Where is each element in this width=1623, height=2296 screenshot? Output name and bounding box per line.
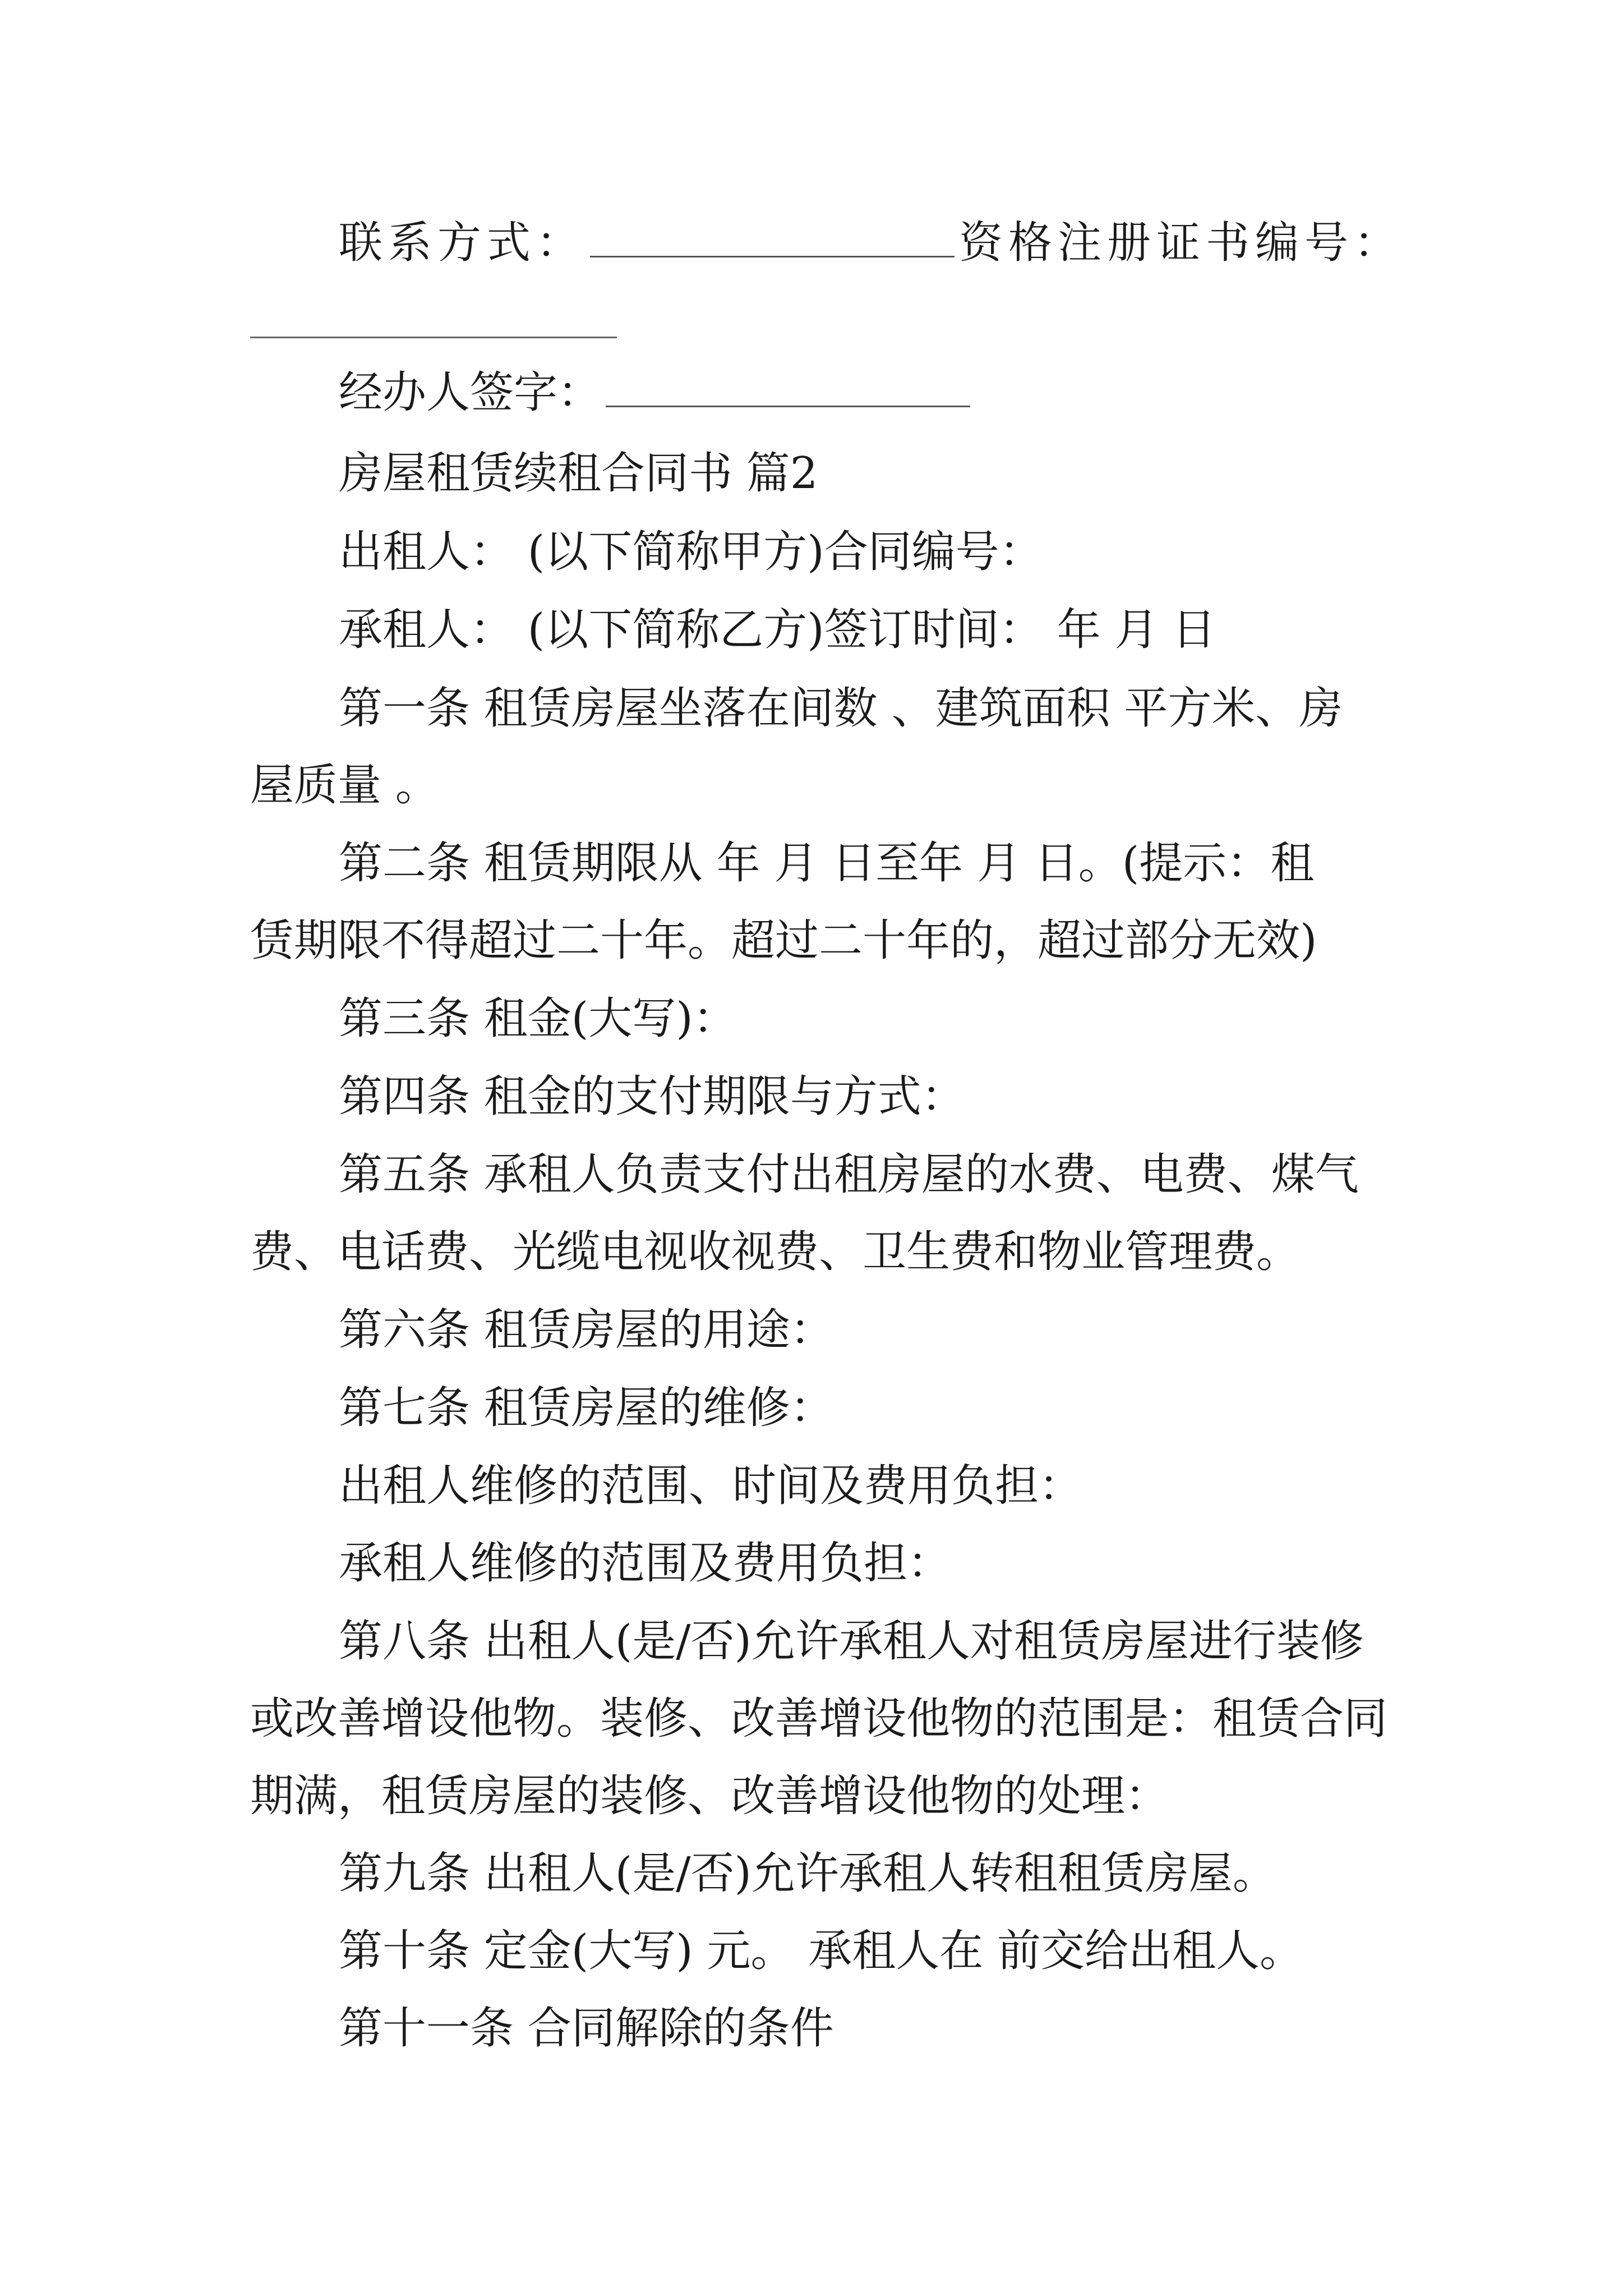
clause-9: 第九条 出租人(是/否)允许承租人转租租赁房屋。 xyxy=(339,1848,1276,1899)
clause-2-line-2: 赁期限不得超过二十年。超过二十年的，超过部分无效) xyxy=(250,915,1317,966)
clause-8-line-1: 第八条 出租人(是/否)允许承租人对租赁房屋进行装修 xyxy=(339,1616,1364,1667)
clause-7-lessor-repairs: 出租人维修的范围、时间及费用负担： xyxy=(339,1461,1083,1511)
lessee-line: 承租人： (以下简称乙方)签订时间： 年 月 日 xyxy=(339,605,1216,655)
agent-sign-line xyxy=(339,365,975,421)
agent-sign-label: 经办人签字： xyxy=(339,367,602,418)
agent-sign-blank xyxy=(606,371,970,407)
section-title: 房屋租赁续租合同书 篇2 xyxy=(339,448,818,499)
clause-5-line-1: 第五条 承租人负责支付出租房屋的水费、电费、煤气 xyxy=(339,1149,1359,1200)
contact-blank xyxy=(590,221,955,257)
cert-number-blank xyxy=(250,337,617,338)
clause-1-line-1: 第一条 租赁房屋坐落在间数 、建筑面积 平方米、房 xyxy=(339,683,1343,734)
contact-label: 联系方式： xyxy=(339,218,586,268)
clause-6: 第六条 租赁房屋的用途： xyxy=(339,1305,834,1355)
lessor-line: 出租人： (以下简称甲方)合同编号： xyxy=(339,527,1043,577)
clause-3: 第三条 租金(大写)： xyxy=(339,993,737,1044)
clause-7-lessee-repairs: 承租人维修的范围及费用负担： xyxy=(339,1538,952,1589)
contact-cert-line xyxy=(339,215,1403,271)
clause-5-line-2: 费、电话费、光缆电视收视费、卫生费和物业管理费。 xyxy=(250,1227,1301,1277)
clause-2-line-1: 第二条 租赁期限从 年 月 日至年 月 日。(提示：租 xyxy=(339,838,1315,889)
clause-10: 第十条 定金(大写) 元。 承租人在 前交给出租人。 xyxy=(339,1926,1304,1976)
clause-11: 第十一条 合同解除的条件 xyxy=(339,2003,834,2054)
cert-label: 资格注册证书编号： xyxy=(959,218,1404,268)
clause-4: 第四条 租金的支付期限与方式： xyxy=(339,1071,965,1122)
clause-7: 第七条 租赁房屋的维修： xyxy=(339,1383,834,1433)
clause-8-line-2: 或改善增设他物。装修、改善增设他物的范围是：租赁合同 xyxy=(250,1694,1388,1744)
clause-1-line-2: 屋质量 。 xyxy=(250,760,439,811)
clause-8-line-3: 期满，租赁房屋的装修、改善增设他物的处理： xyxy=(250,1771,1169,1821)
